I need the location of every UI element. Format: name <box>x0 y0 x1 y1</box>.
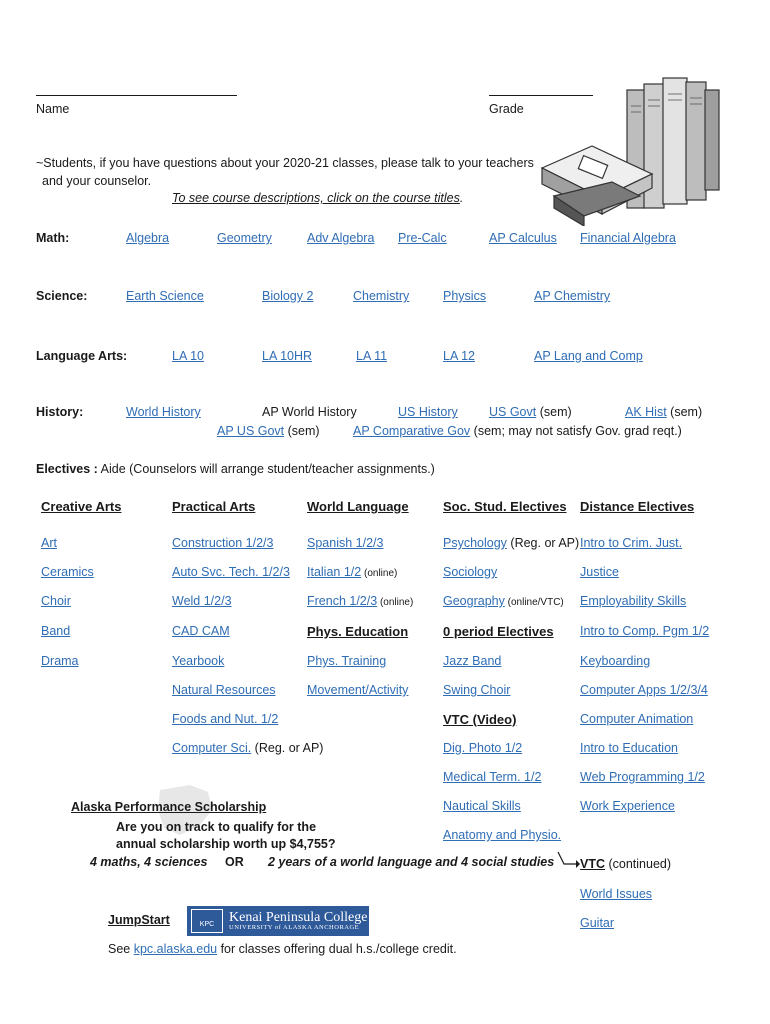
course-world-history[interactable]: World History <box>126 405 201 419</box>
kpc-mark: KPC <box>191 909 223 933</box>
course-computer-animation[interactable]: Computer Animation <box>580 712 694 726</box>
french-note: (online) <box>377 597 414 608</box>
aps-req-or: OR <box>225 855 244 869</box>
course-dig-photo[interactable]: Dig. Photo 1/2 <box>443 741 523 755</box>
course-weld[interactable]: Weld 1/2/3 <box>172 594 232 608</box>
course-italian[interactable]: Italian 1/2 <box>307 565 362 579</box>
ak-hist-item <box>625 405 702 419</box>
italian-item <box>307 565 397 579</box>
course-drama[interactable]: Drama <box>41 654 79 668</box>
see-text: See <box>108 942 134 956</box>
course-anatomy-physio[interactable]: Anatomy and Physio. <box>443 828 562 842</box>
intro-line-2: and your counselor. <box>42 174 152 188</box>
course-natural-resources[interactable]: Natural Resources <box>172 683 276 697</box>
jumpstart-see-line <box>108 942 457 956</box>
kpc-logo <box>187 906 369 936</box>
geography-note: (online/VTC) <box>504 597 564 608</box>
course-jazz-band[interactable]: Jazz Band <box>443 654 502 668</box>
vtc-continued-note: (continued) <box>605 857 672 871</box>
course-foods-nut[interactable]: Foods and Nut. 1/2 <box>172 712 279 726</box>
course-la-11[interactable]: LA 11 <box>356 349 388 363</box>
course-la-10hr[interactable]: LA 10HR <box>262 349 313 363</box>
course-ap-world-history: AP World History <box>262 405 357 419</box>
electives-aide: Aide (Counselors will arrange student/teacher assignments.) <box>100 462 435 476</box>
language-arts-label: Language Arts: <box>36 349 128 363</box>
course-biology-2[interactable]: Biology 2 <box>262 289 314 303</box>
course-geography[interactable]: Geography <box>443 594 505 608</box>
course-work-experience[interactable]: Work Experience <box>580 799 675 813</box>
course-medical-term[interactable]: Medical Term. 1/2 <box>443 770 542 784</box>
instruction-period: . <box>459 191 464 205</box>
course-art[interactable]: Art <box>41 536 57 550</box>
computer-sci-note: (Reg. or AP) <box>251 741 324 755</box>
course-ap-us-govt[interactable]: AP US Govt <box>217 424 285 438</box>
ap-us-govt-item <box>217 424 320 438</box>
aps-req-left: 4 maths, 4 sciences <box>90 855 208 869</box>
us-govt-note: (sem) <box>536 405 572 419</box>
header-zero-period: 0 period Electives <box>443 624 554 639</box>
history-label: History: <box>36 405 84 419</box>
psychology-item <box>443 536 579 550</box>
course-ap-lang-comp[interactable]: AP Lang and Comp <box>534 349 643 363</box>
see-after-text: for classes offering dual h.s./college credit. <box>217 942 457 956</box>
italian-note: (online) <box>361 568 398 579</box>
course-chemistry[interactable]: Chemistry <box>353 289 410 303</box>
course-guitar[interactable]: Guitar <box>580 916 615 930</box>
course-french[interactable]: French 1/2/3 <box>307 594 378 608</box>
grade-label: Grade <box>489 102 524 116</box>
course-la-12[interactable]: LA 12 <box>443 349 475 363</box>
course-adv-algebra[interactable]: Adv Algebra <box>307 231 375 245</box>
course-ap-comparative-gov[interactable]: AP Comparative Gov <box>353 424 471 438</box>
header-distance: Distance Electives <box>580 499 695 514</box>
books-illustration <box>532 76 724 226</box>
ak-hist-note: (sem) <box>666 405 703 419</box>
course-employability-skills[interactable]: Employability Skills <box>580 594 687 608</box>
course-computer-sci[interactable]: Computer Sci. <box>172 741 252 755</box>
course-construction[interactable]: Construction 1/2/3 <box>172 536 274 550</box>
instruction-main: To see course descriptions, click on the course titles <box>172 191 460 205</box>
course-intro-education[interactable]: Intro to Education <box>580 741 678 755</box>
aps-question-line-1: Are you on track to qualify for the <box>116 820 317 834</box>
vtc-continued-label: VTC <box>580 857 605 871</box>
course-nautical-skills[interactable]: Nautical Skills <box>443 799 521 813</box>
course-movement-activity[interactable]: Movement/Activity <box>307 683 409 697</box>
header-soc-stud: Soc. Stud. Electives <box>443 499 567 514</box>
header-creative-arts: Creative Arts <box>41 499 122 514</box>
course-psychology[interactable]: Psychology <box>443 536 507 550</box>
course-band[interactable]: Band <box>41 624 71 638</box>
course-intro-comp-pgm[interactable]: Intro to Comp. Pgm 1/2 <box>580 624 710 638</box>
course-auto-svc[interactable]: Auto Svc. Tech. 1/2/3 <box>172 565 290 579</box>
course-la-10[interactable]: LA 10 <box>172 349 204 363</box>
course-algebra[interactable]: Algebra <box>126 231 170 245</box>
psychology-note: (Reg. or AP) <box>506 536 580 550</box>
course-yearbook[interactable]: Yearbook <box>172 654 225 668</box>
course-geometry[interactable]: Geometry <box>217 231 272 245</box>
header-practical-arts: Practical Arts <box>172 499 256 514</box>
name-line[interactable] <box>36 95 237 96</box>
course-justice[interactable]: Justice <box>580 565 619 579</box>
jumpstart-label: JumpStart <box>108 913 170 927</box>
aps-req-right: 2 years of a world language and 4 social studies <box>268 855 555 869</box>
geography-item <box>443 594 564 608</box>
course-pre-calc[interactable]: Pre-Calc <box>398 231 447 245</box>
computer-sci-item <box>172 741 323 755</box>
course-ak-hist[interactable]: AK Hist <box>625 405 667 419</box>
course-spanish[interactable]: Spanish 1/2/3 <box>307 536 384 550</box>
course-intro-crim-just[interactable]: Intro to Crim. Just. <box>580 536 683 550</box>
course-physics[interactable]: Physics <box>443 289 487 303</box>
course-sociology[interactable]: Sociology <box>443 565 498 579</box>
vtc-continued-item <box>580 857 671 871</box>
header-vtc-video: VTC (Video) <box>443 712 517 727</box>
course-ap-calculus[interactable]: AP Calculus <box>489 231 557 245</box>
course-computer-apps[interactable]: Computer Apps 1/2/3/4 <box>580 683 708 697</box>
course-ceramics[interactable]: Ceramics <box>41 565 94 579</box>
instruction-text <box>172 191 463 205</box>
kpc-sub: UNIVERSITY of ALASKA ANCHORAGE <box>229 923 360 931</box>
science-label: Science: <box>36 289 88 303</box>
course-ap-chemistry[interactable]: AP Chemistry <box>534 289 611 303</box>
kpc-text <box>229 911 367 932</box>
ap-comp-gov-item <box>353 424 682 438</box>
french-item <box>307 594 413 608</box>
arrow-icon <box>556 850 580 870</box>
course-financial-algebra[interactable]: Financial Algebra <box>580 231 676 245</box>
us-govt-item <box>489 405 572 419</box>
electives-label: Electives : <box>36 462 98 476</box>
course-choir[interactable]: Choir <box>41 594 71 608</box>
name-label: Name <box>36 102 70 116</box>
aps-title: Alaska Performance Scholarship <box>71 800 267 814</box>
course-us-govt[interactable]: US Govt <box>489 405 537 419</box>
course-phys-training[interactable]: Phys. Training <box>307 654 387 668</box>
header-world-language: World Language <box>307 499 409 514</box>
course-keyboarding[interactable]: Keyboarding <box>580 654 651 668</box>
course-cad-cam[interactable]: CAD CAM <box>172 624 230 638</box>
ap-comp-gov-note: (sem; may not satisfy Gov. grad reqt.) <box>470 424 682 438</box>
kpc-link[interactable]: kpc.alaska.edu <box>133 942 218 956</box>
course-earth-science[interactable]: Earth Science <box>126 289 204 303</box>
course-swing-choir[interactable]: Swing Choir <box>443 683 511 697</box>
aps-question-line-2: annual scholarship worth up $4,755? <box>116 837 336 851</box>
math-label: Math: <box>36 231 70 245</box>
electives-row <box>36 462 435 476</box>
course-web-programming[interactable]: Web Programming 1/2 <box>580 770 705 784</box>
course-world-issues[interactable]: World Issues <box>580 887 653 901</box>
course-us-history[interactable]: US History <box>398 405 458 419</box>
ap-us-govt-note: (sem) <box>284 424 320 438</box>
kpc-name: Kenai Peninsula College <box>229 909 368 925</box>
intro-line-1: ~Students, if you have questions about your 2020-21 classes, please talk to your teachers <box>36 156 534 170</box>
header-phys-ed: Phys. Education <box>307 624 409 639</box>
